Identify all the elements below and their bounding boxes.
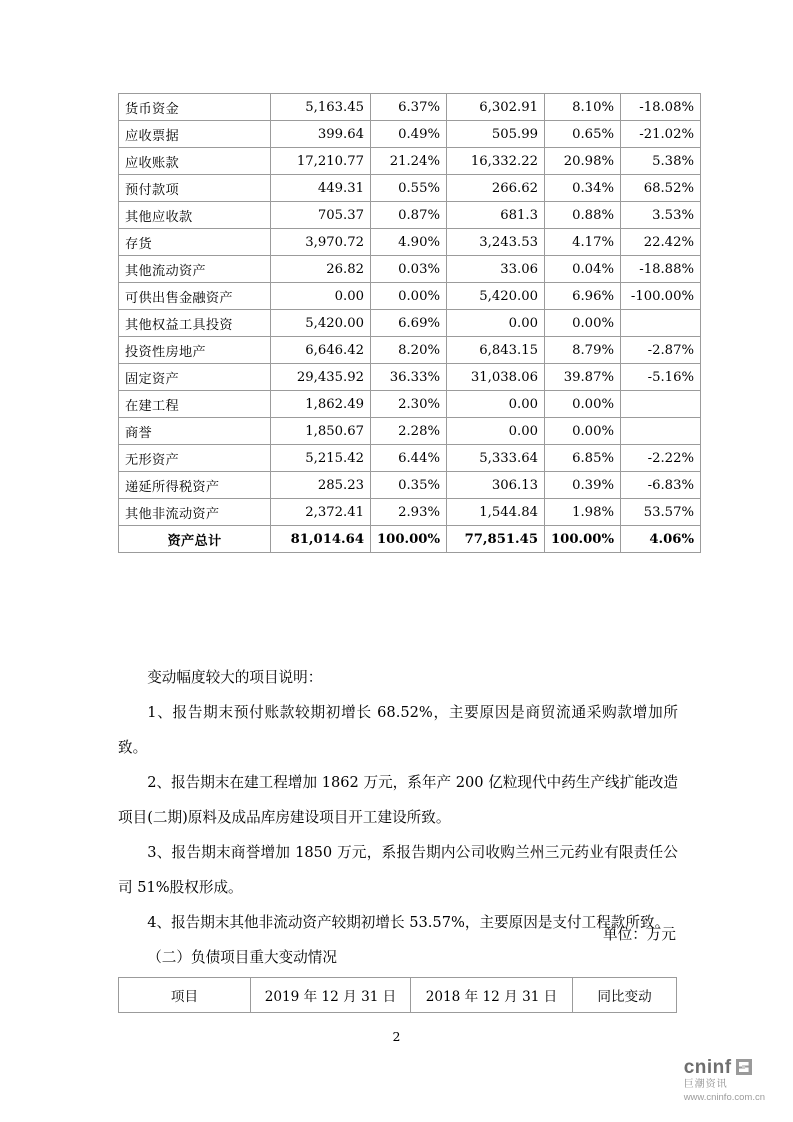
- row-pct-2018: 6.96%: [545, 283, 621, 310]
- row-change: [621, 418, 701, 445]
- column-header-2018: 2018 年 12 月 31 日: [411, 978, 573, 1013]
- notes-heading: 变动幅度较大的项目说明：: [147, 669, 323, 686]
- row-label: 在建工程: [119, 391, 271, 418]
- row-pct-2019: 0.03%: [371, 256, 447, 283]
- row-label: 应收账款: [119, 148, 271, 175]
- row-label: 其他权益工具投资: [119, 310, 271, 337]
- row-pct-2019: 6.37%: [371, 94, 447, 121]
- row-label: 其他非流动资产: [119, 499, 271, 526]
- table-row: [119, 499, 701, 526]
- row-pct-2018: 0.65%: [545, 121, 621, 148]
- column-header-2019: 2019 年 12 月 31 日: [251, 978, 411, 1013]
- row-change: 22.42%: [621, 229, 701, 256]
- row-change: -21.02%: [621, 121, 701, 148]
- row-pct-2018: 8.10%: [545, 94, 621, 121]
- note-item-2: 2、报告期末在建工程增加 1862 万元，系年产 200 亿粒现代中药生产线扩能改造项目(二期)原料及成品库房建设项目开工建设所致。: [118, 774, 678, 826]
- row-change: [621, 391, 701, 418]
- table-row: [119, 94, 701, 121]
- row-change: 53.57%: [621, 499, 701, 526]
- row-value-2019: 1,850.67: [271, 418, 371, 445]
- row-pct-2019: 21.24%: [371, 148, 447, 175]
- row-label: 可供出售金融资产: [119, 283, 271, 310]
- row-change: [621, 310, 701, 337]
- row-label: 无形资产: [119, 445, 271, 472]
- row-label: 货币资金: [119, 94, 271, 121]
- row-pct-2018: 0.88%: [545, 202, 621, 229]
- row-pct-2019: 4.90%: [371, 229, 447, 256]
- row-label: 商誉: [119, 418, 271, 445]
- table-row: [119, 337, 701, 364]
- row-change: -100.00%: [621, 283, 701, 310]
- row-pct-2019: 0.49%: [371, 121, 447, 148]
- row-value-2019: 26.82: [271, 256, 371, 283]
- row-label: 递延所得税资产: [119, 472, 271, 499]
- row-value-2019: 17,210.77: [271, 148, 371, 175]
- row-change: 5.38%: [621, 148, 701, 175]
- table-row: [119, 283, 701, 310]
- row-value-2019: 5,163.45: [271, 94, 371, 121]
- row-pct-2018: 0.39%: [545, 472, 621, 499]
- table-row: [119, 310, 701, 337]
- row-value-2018: 6,843.15: [447, 337, 545, 364]
- table-row: [119, 391, 701, 418]
- table-row: [119, 418, 701, 445]
- table-row: [119, 364, 701, 391]
- total-change: 4.06%: [621, 526, 701, 553]
- row-pct-2018: 1.98%: [545, 499, 621, 526]
- section-title-liability: （二）负债项目重大变动情况: [147, 949, 337, 966]
- row-pct-2019: 6.69%: [371, 310, 447, 337]
- row-value-2018: 5,420.00: [447, 283, 545, 310]
- row-label: 其他应收款: [119, 202, 271, 229]
- row-value-2018: 3,243.53: [447, 229, 545, 256]
- logo-chinese-name: 巨潮资讯: [683, 1078, 728, 1090]
- table-row: [119, 175, 701, 202]
- row-change: -2.87%: [621, 337, 701, 364]
- table-row: [119, 148, 701, 175]
- row-value-2018: 16,332.22: [447, 148, 545, 175]
- total-value-2019: 81,014.64: [271, 526, 371, 553]
- page-number: 2: [392, 1029, 401, 1044]
- row-value-2018: 33.06: [447, 256, 545, 283]
- row-pct-2018: 0.04%: [545, 256, 621, 283]
- row-value-2019: 705.37: [271, 202, 371, 229]
- table-row-total: [119, 526, 701, 553]
- row-change: -5.16%: [621, 364, 701, 391]
- asset-table-wrapper: [118, 93, 694, 553]
- row-value-2019: 6,646.42: [271, 337, 371, 364]
- row-value-2019: 0.00: [271, 283, 371, 310]
- row-value-2019: 29,435.92: [271, 364, 371, 391]
- row-label: 存货: [119, 229, 271, 256]
- row-label: 其他流动资产: [119, 256, 271, 283]
- row-value-2019: 3,970.72: [271, 229, 371, 256]
- row-change: -18.88%: [621, 256, 701, 283]
- row-pct-2018: 0.00%: [545, 418, 621, 445]
- row-value-2019: 5,420.00: [271, 310, 371, 337]
- row-value-2019: 5,215.42: [271, 445, 371, 472]
- row-pct-2019: 0.55%: [371, 175, 447, 202]
- row-label: 固定资产: [119, 364, 271, 391]
- row-value-2019: 399.64: [271, 121, 371, 148]
- total-pct-2019: 100.00%: [371, 526, 447, 553]
- row-pct-2018: 20.98%: [545, 148, 621, 175]
- row-pct-2018: 4.17%: [545, 229, 621, 256]
- logo-wordmark: cninf: [683, 1056, 732, 1078]
- row-label: 预付款项: [119, 175, 271, 202]
- row-value-2019: 449.31: [271, 175, 371, 202]
- row-pct-2018: 8.79%: [545, 337, 621, 364]
- logo-row: [684, 1058, 765, 1077]
- row-value-2018: 681.3: [447, 202, 545, 229]
- total-label: 资产总计: [119, 526, 271, 553]
- row-value-2019: 2,372.41: [271, 499, 371, 526]
- row-value-2018: 0.00: [447, 391, 545, 418]
- row-pct-2019: 0.00%: [371, 283, 447, 310]
- row-value-2018: 0.00: [447, 418, 545, 445]
- row-change: -18.08%: [621, 94, 701, 121]
- table-row: [119, 121, 701, 148]
- row-value-2018: 6,302.91: [447, 94, 545, 121]
- note-item-3: 3、报告期末商誉增加 1850 万元，系报告期内公司收购兰州三元药业有限责任公司 51%股权形成。: [118, 844, 678, 896]
- row-pct-2019: 2.30%: [371, 391, 447, 418]
- row-pct-2019: 36.33%: [371, 364, 447, 391]
- row-change: 3.53%: [621, 202, 701, 229]
- row-change: 68.52%: [621, 175, 701, 202]
- row-pct-2019: 8.20%: [371, 337, 447, 364]
- logo-url: www.cninfo.com.cn: [683, 1091, 765, 1103]
- row-value-2018: 306.13: [447, 472, 545, 499]
- row-value-2018: 266.62: [447, 175, 545, 202]
- row-value-2019: 285.23: [271, 472, 371, 499]
- table-header-row: [119, 978, 677, 1013]
- row-change: -2.22%: [621, 445, 701, 472]
- row-value-2018: 505.99: [447, 121, 545, 148]
- row-value-2019: 1,862.49: [271, 391, 371, 418]
- note-item-1: 1、报告期末预付账款较期初增长 68.52%，主要原因是商贸流通采购款增加所致。: [118, 704, 678, 756]
- row-label: 投资性房地产: [119, 337, 271, 364]
- row-pct-2018: 39.87%: [545, 364, 621, 391]
- table-row: [119, 472, 701, 499]
- row-change: -6.83%: [621, 472, 701, 499]
- column-header-item: 项目: [119, 978, 251, 1013]
- row-value-2018: 0.00: [447, 310, 545, 337]
- liability-table: [118, 977, 677, 1013]
- asset-table: [118, 93, 701, 553]
- row-pct-2019: 0.35%: [371, 472, 447, 499]
- column-header-change: 同比变动: [573, 978, 677, 1013]
- row-pct-2018: 0.00%: [545, 391, 621, 418]
- table-row: [119, 445, 701, 472]
- row-pct-2019: 2.93%: [371, 499, 447, 526]
- row-pct-2019: 2.28%: [371, 418, 447, 445]
- unit-note: 单位：万元: [603, 926, 676, 943]
- row-label: 应收票据: [119, 121, 271, 148]
- row-pct-2019: 6.44%: [371, 445, 447, 472]
- total-value-2018: 77,851.45: [447, 526, 545, 553]
- row-pct-2018: 0.34%: [545, 175, 621, 202]
- row-value-2018: 1,544.84: [447, 499, 545, 526]
- table-row: [119, 229, 701, 256]
- row-pct-2018: 6.85%: [545, 445, 621, 472]
- note-item-4: 4、报告期末其他非流动资产较期初增长 53.57%，主要原因是支付工程款所致。: [147, 914, 670, 931]
- table-row: [119, 256, 701, 283]
- row-value-2018: 31,038.06: [447, 364, 545, 391]
- row-pct-2018: 0.00%: [545, 310, 621, 337]
- footer-watermark: [684, 1058, 765, 1103]
- table-row: [119, 202, 701, 229]
- cninfo-logo-icon: [736, 1059, 752, 1075]
- row-pct-2019: 0.87%: [371, 202, 447, 229]
- total-pct-2018: 100.00%: [545, 526, 621, 553]
- liability-table-wrapper: [118, 977, 676, 1013]
- row-value-2018: 5,333.64: [447, 445, 545, 472]
